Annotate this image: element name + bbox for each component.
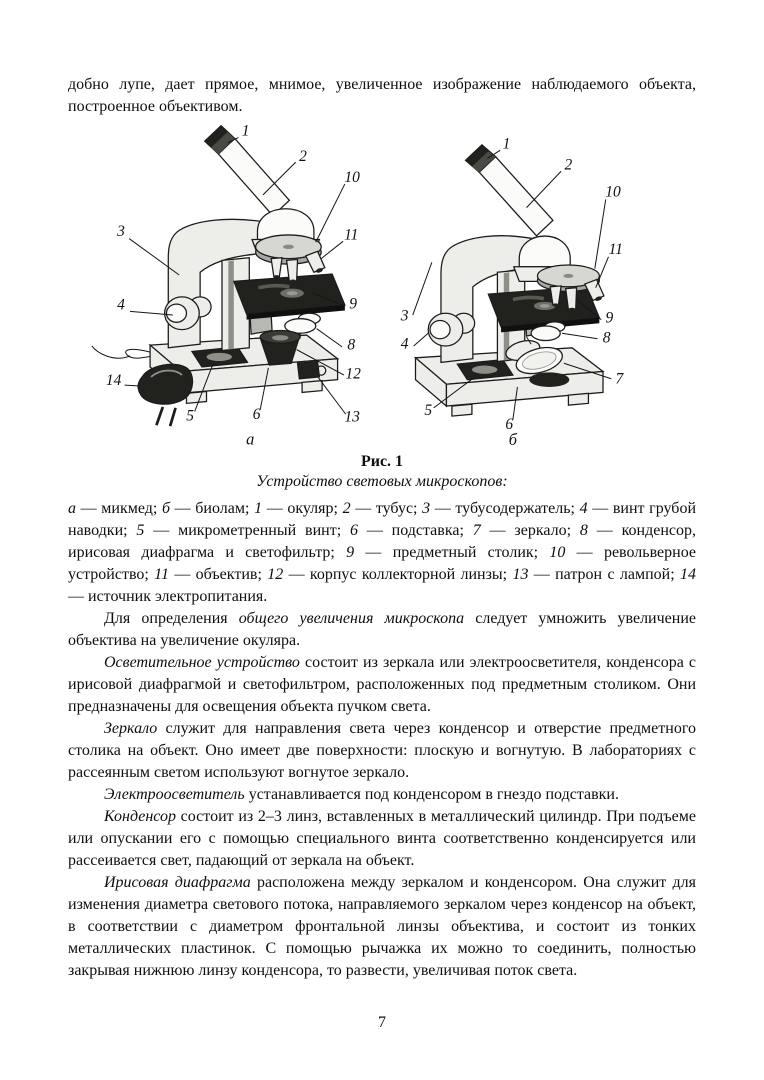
callout-stage: 9: [605, 309, 614, 327]
callout-nosepiece: 10: [344, 169, 360, 187]
paragraph-total-magnification: Для определения общего увеличения микроскопа следует умножить увеличение объектива на увеличение окуляра.: [68, 610, 696, 649]
callout-tube-holder: 3: [117, 222, 125, 240]
scope-b-label: б: [508, 430, 518, 450]
paragraph-condenser: Конденсор состоит из 2–3 линз, вставленных в металлический цилиндр. При подъеме или опускании его с помощью специального винта соответственно конденсируется или рассеивается свет, падающий от зеркала на объект.: [68, 808, 696, 869]
eyepiece-tube: [466, 145, 553, 236]
paragraph-electric-illuminator: Электроосветитель устанавливается под конденсором в гнездо подставки.: [104, 786, 619, 803]
paragraph-illumination-device: Осветительное устройство состоит из зеркала или электроосветителя, конденсора с ирисовой диафрагмой и светофильтром, расположенных под предметным столиком. Они предназначены для освещения объекта пучком света.: [68, 654, 697, 715]
callout-focus-knob: 4: [117, 296, 125, 314]
figure-legend: а — микмед; б — биолам; 1 — окуляр; 2 — тубус; 3 — тубусодержатель; 4 — винт грубой наводки; 5 — микрометренный винт; 6 — подставка; 7 — зеркало; 8 — конденсор, ирисовая диафрагма и светофильтр; 9 — предметный столик; 10 — револьверное устройство; 11 — объектив; 12 — корпус коллекторной линзы; 13 — патрон с лампой; 14 — источник электропитания.: [68, 500, 697, 605]
callout-eyepiece: 1: [502, 135, 511, 153]
figure-1: [68, 120, 696, 492]
intro-paragraph: добно лупе, дает прямое, мнимое, увеличенное изображение наблюдаемого объекта, построенное объективом.: [68, 76, 696, 115]
callout-tube-holder: 3: [400, 307, 409, 325]
callout-eyepiece: 1: [241, 122, 250, 140]
figure-caption: Устройство световых микроскопов:: [256, 473, 508, 490]
callout-fine-focus: 5: [186, 407, 194, 425]
callout-fine-focus: 5: [424, 402, 433, 420]
callout-base: 6: [505, 415, 514, 433]
callout-nosepiece: 10: [605, 183, 621, 201]
callout-tube: 2: [564, 156, 573, 174]
callout-mirror: 7: [615, 370, 624, 388]
figure-label: Рис. 1: [360, 453, 404, 470]
callout-focus-knob: 4: [400, 335, 409, 353]
coarse-focus-knob: [165, 297, 211, 330]
callout-objective: 11: [608, 241, 623, 259]
microscope-b-illustration: [390, 120, 674, 450]
scope-a-label: а: [246, 429, 255, 449]
callout-condenser: 8: [602, 329, 611, 347]
paragraph-iris-diaphragm: Ирисовая диафрагма расположена между зеркалом и конденсором. Она служит для изменения диаметра светового потока, направляемого зеркалом через конденсор на объект, в соответствии с диаметром фронтальной линзы объектива, и состоит из тонких металлических пластинок. С помощью рычажка их можно то соединить, полностью закрывая нижнюю линзу конденсора, то развести, увеличивая поток света.: [68, 874, 696, 979]
figure-illustrations: [68, 120, 696, 450]
callout-condenser: 8: [347, 336, 356, 354]
callout-tube: 2: [299, 148, 307, 166]
callout-collector-housing: 12: [345, 365, 361, 383]
callout-power-source: 14: [105, 372, 122, 390]
callout-lamp-socket: 13: [344, 408, 360, 426]
callout-stage: 9: [349, 295, 357, 313]
callout-objective: 11: [344, 226, 359, 244]
page-number: 7: [378, 1014, 386, 1031]
callout-base: 6: [252, 405, 261, 423]
paragraph-mirror: Зеркало служит для направления света через конденсор и отверстие предметного столика на объект. Оно имеет две поверхности: плоскую и вогнутую. В лабораториях с рассеянным светом используют вогнутое зеркало.: [68, 720, 696, 781]
microscope-a-illustration: [90, 120, 374, 450]
power-adapter: [138, 364, 192, 426]
condenser: [285, 313, 321, 333]
